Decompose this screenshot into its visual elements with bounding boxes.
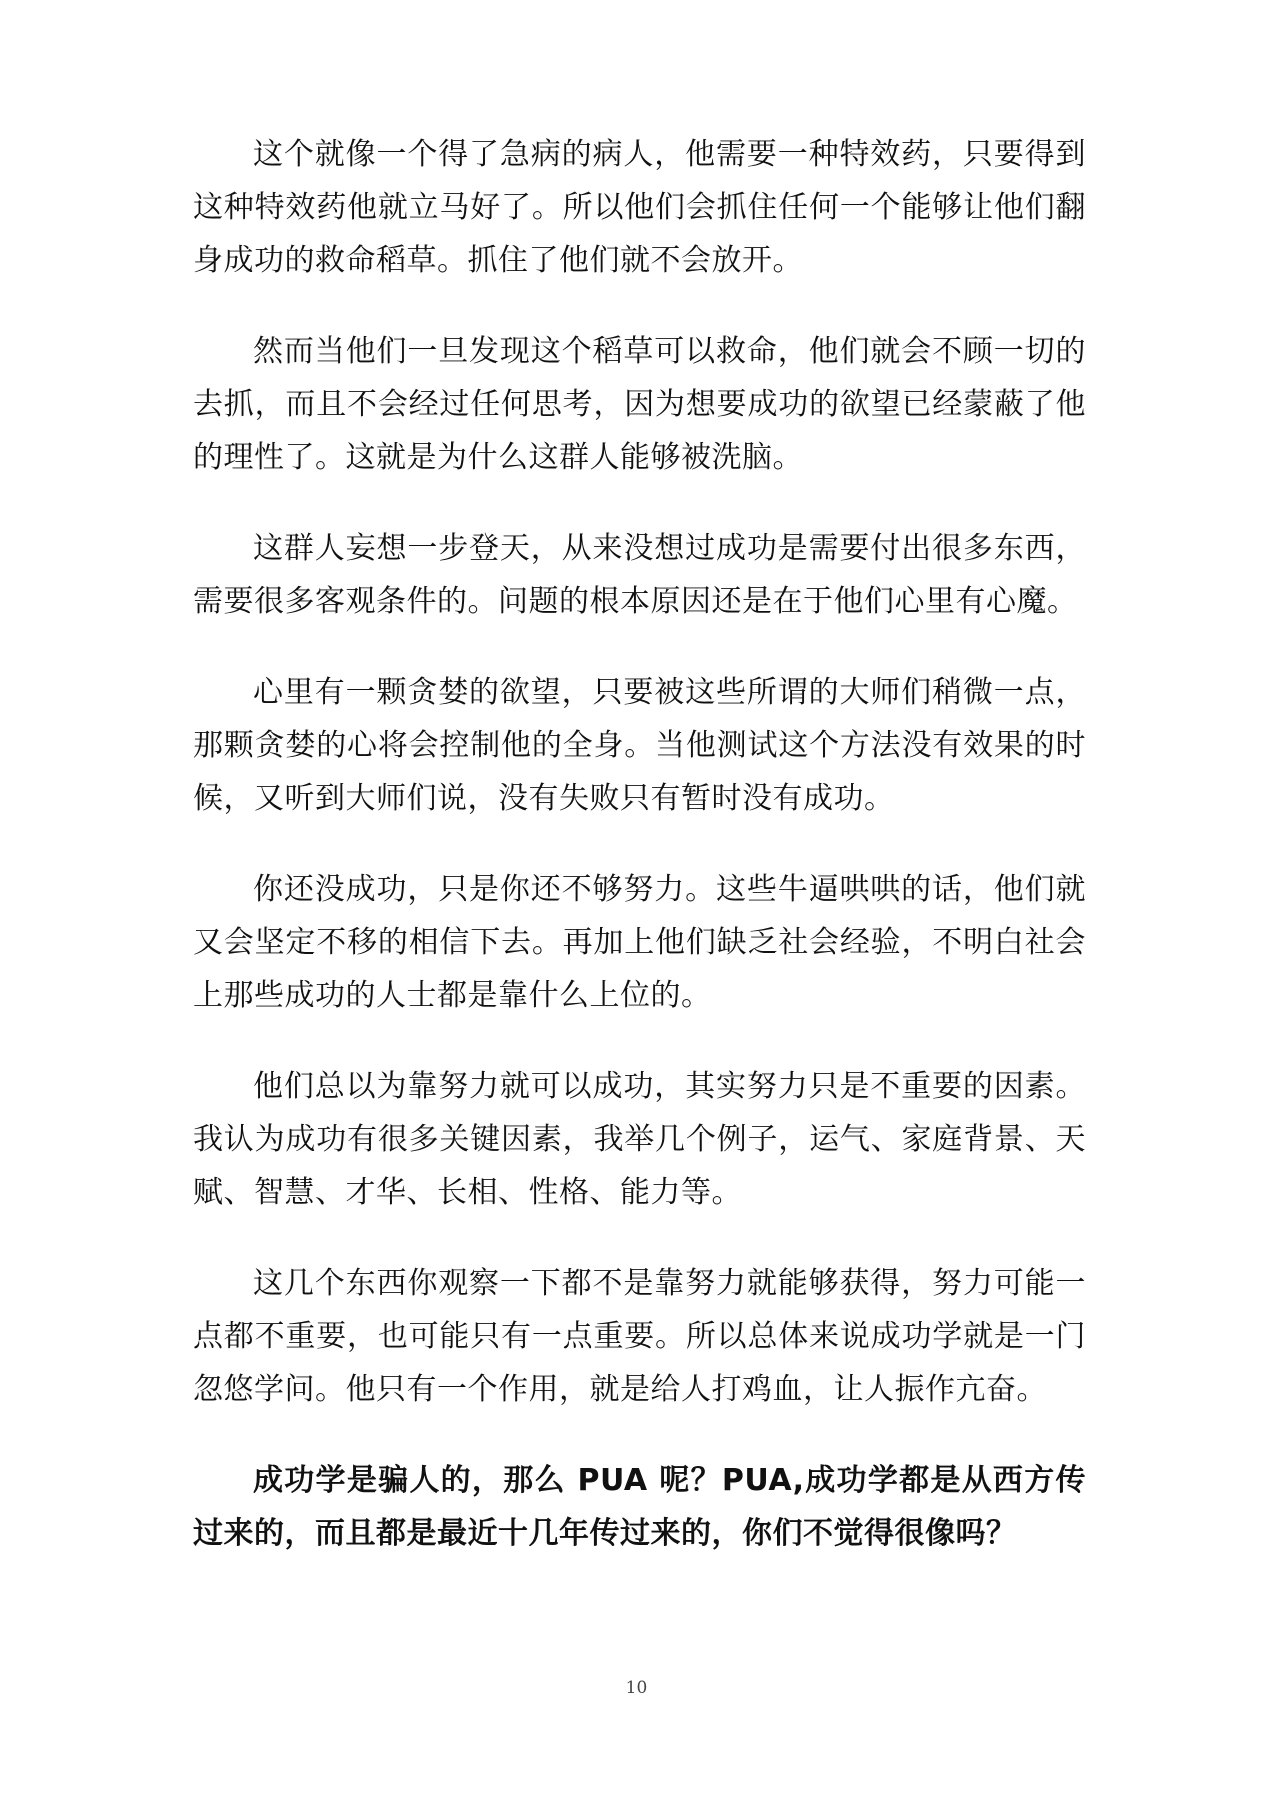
paragraph-7: 这几个东西你观察一下都不是靠努力就能够获得，努力可能一点都不重要，也可能只有一点重要。所以总体来说成功学就是一门忽悠学问。他只有一个作用，就是给人打鸡血，让人振作亢奋。 — [193, 1266, 1086, 1407]
paragraph-3: 这群人妄想一步登天，从来没想过成功是需要付出很多东西，需要很多客观条件的。问题的根本原因还是在于他们心里有心魔。 — [193, 531, 1086, 619]
document-body — [193, 128, 1086, 1598]
paragraph-8-bold: 成功学是骗人的，那么 PUA 呢？PUA,成功学都是从西方传过来的，而且都是最近十几年传过来的，你们不觉得很像吗？ — [193, 1463, 1086, 1551]
page-number: 10 — [625, 1678, 648, 1698]
paragraph-6: 他们总以为靠努力就可以成功，其实努力只是不重要的因素。我认为成功有很多关键因素，我举几个例子，运气、家庭背景、天赋、智慧、才华、长相、性格、能力等。 — [193, 1069, 1086, 1210]
paragraph-5: 你还没成功，只是你还不够努力。这些牛逼哄哄的话，他们就又会坚定不移的相信下去。再加上他们缺乏社会经验，不明白社会上那些成功的人士都是靠什么上位的。 — [193, 872, 1086, 1013]
paragraph-4: 心里有一颗贪婪的欲望，只要被这些所谓的大师们稍微一点，那颗贪婪的心将会控制他的全身。当他测试这个方法没有效果的时候，又听到大师们说，没有失败只有暂时没有成功。 — [193, 675, 1086, 816]
paragraph-2: 然而当他们一旦发现这个稻草可以救命，他们就会不顾一切的去抓，而且不会经过任何思考，因为想要成功的欲望已经蒙蔽了他的理性了。这就是为什么这群人能够被洗脑。 — [193, 334, 1086, 475]
paragraph-1: 这个就像一个得了急病的病人，他需要一种特效药，只要得到这种特效药他就立马好了。所以他们会抓住任何一个能够让他们翻身成功的救命稻草。抓住了他们就不会放开。 — [193, 137, 1086, 278]
